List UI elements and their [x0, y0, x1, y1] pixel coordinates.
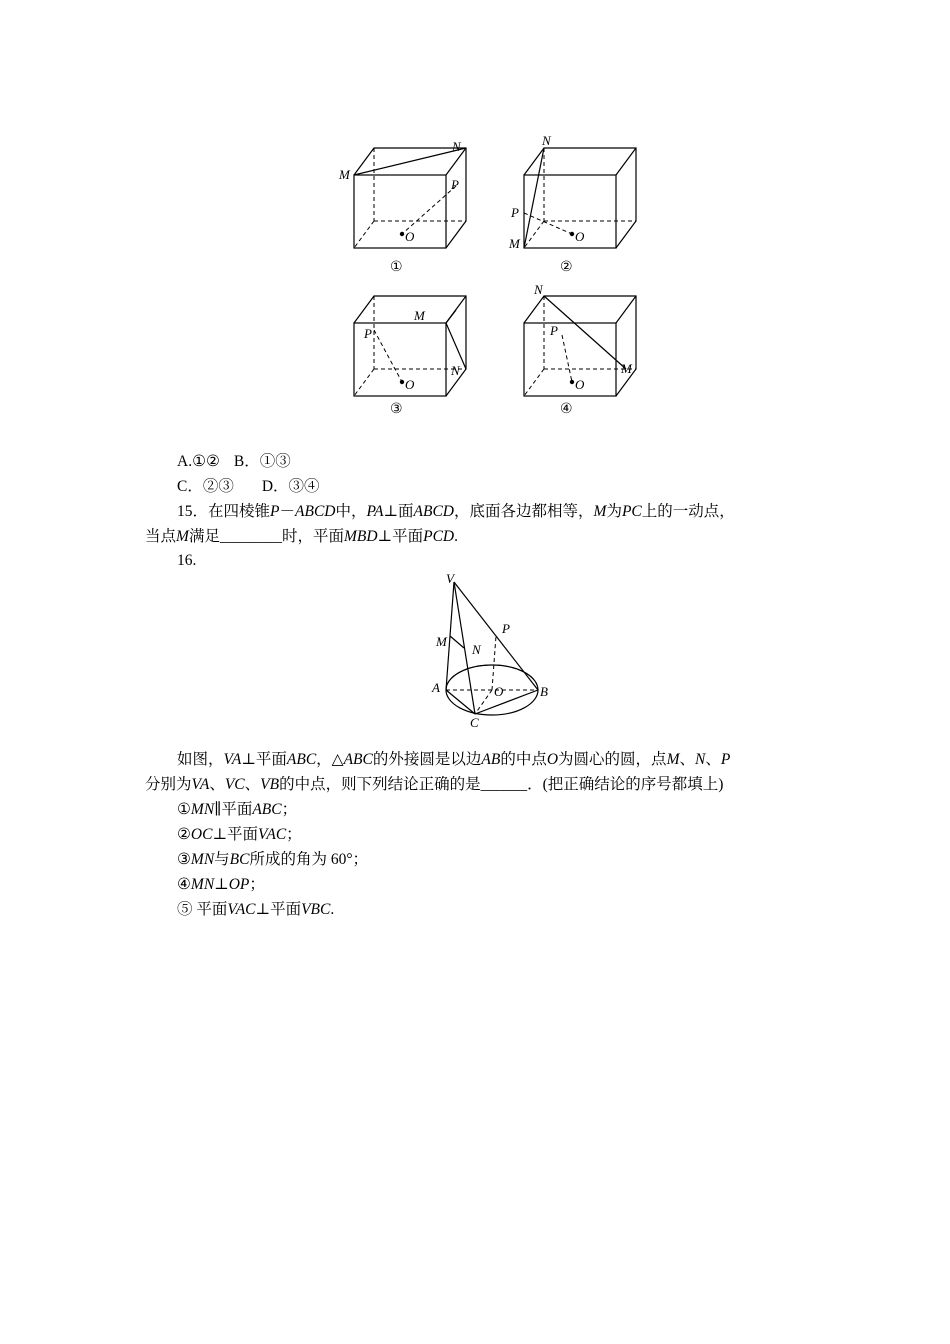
question-15-line-1 [177, 502, 735, 522]
segment-po [524, 213, 572, 234]
cube-hidden-edge [354, 221, 374, 248]
figure-caption: ② [560, 259, 573, 275]
label-m: M [339, 167, 350, 182]
option-d: D．③④ [261, 478, 320, 495]
math-var: PC [621, 503, 642, 520]
math-var: ABCD [413, 503, 454, 520]
label-p: P [364, 326, 372, 341]
figure-cube-2 [490, 135, 640, 280]
math-var: OP [228, 876, 250, 893]
math-var: VBC [301, 901, 331, 918]
question-text: 为 [606, 503, 622, 520]
math-var: AB [481, 751, 501, 768]
option-a: A.①② [177, 453, 220, 470]
label-m: M [509, 236, 520, 251]
figure-caption: ① [390, 259, 403, 275]
question-text: 的中点，则下列结论正确的是______．(把正确结论的序号都填上) [279, 776, 724, 793]
point-o [400, 232, 404, 236]
question-text: 上的一动点， [641, 503, 735, 520]
statement-3 [177, 850, 368, 870]
question-text: ⊥平面 [377, 528, 424, 545]
statement-text: ② [177, 826, 191, 843]
label-v: V [446, 571, 454, 586]
question-16-line-1 [177, 750, 730, 770]
statement-text: ③ [177, 851, 191, 868]
question-text: 的外接圆是以边 [372, 751, 482, 768]
statement-text: ⊥平面 [212, 826, 259, 843]
question-text: ，△ [316, 751, 344, 768]
figure-caption: ③ [390, 401, 403, 417]
option-row-2 [177, 477, 320, 497]
option-b: B．①③ [233, 453, 291, 470]
statement-text: ⑤ 平面 [177, 901, 228, 918]
segment-vb [454, 582, 538, 690]
option-c: C．②③ [177, 478, 234, 495]
point-o [570, 232, 574, 236]
math-var: O [546, 751, 559, 768]
statement-text: ； [286, 826, 302, 843]
math-var: N [695, 751, 706, 768]
math-var: MBD [343, 528, 378, 545]
math-var: PA [366, 503, 384, 520]
statement-text: ； [281, 801, 298, 818]
figure-cube-1 [320, 135, 470, 280]
label-c: C [470, 715, 479, 730]
figure-cube-4 [490, 283, 640, 423]
label-o: O [494, 684, 504, 699]
question-text: 、 [705, 751, 721, 768]
label-o: O [575, 377, 585, 392]
math-var: VA [191, 776, 210, 793]
label-n: N [452, 139, 461, 154]
question-text: 、 [209, 776, 225, 793]
segment-po [374, 330, 402, 382]
label-m: M [436, 634, 447, 649]
segment-po [402, 186, 456, 234]
math-var: OC [190, 826, 213, 843]
question-16-number: 16. [177, 552, 197, 569]
statement-text: ④ [177, 876, 191, 893]
statement-1 [177, 800, 297, 820]
label-m: M [414, 308, 425, 323]
segment-po [562, 335, 572, 382]
question-text: 如图， [177, 751, 224, 768]
option-row-1 [177, 452, 291, 472]
figure-cone [420, 570, 560, 730]
cube-edge [616, 296, 636, 323]
question-text: 分别为 [145, 776, 192, 793]
label-b: B [540, 684, 548, 699]
statement-text: ① [177, 801, 191, 818]
statement-text: ； [249, 876, 265, 893]
math-var: VB [260, 776, 280, 793]
label-n: N [534, 282, 543, 297]
cube-front-face [354, 175, 446, 248]
question-text: ，底面各边都相等， [454, 503, 594, 520]
math-var: ABCD [295, 503, 336, 520]
question-text: ⊥面 [383, 503, 414, 520]
math-var: P [720, 751, 731, 768]
question-text: 、 [679, 751, 695, 768]
math-var: BC [229, 851, 250, 868]
point-o [400, 380, 404, 384]
math-var: M [176, 528, 189, 545]
math-var: MN [190, 851, 215, 868]
question-text: 中， [335, 503, 367, 520]
segment-bc [475, 690, 538, 714]
question-text: 的中点 [500, 751, 547, 768]
question-text: ⊥平面 [241, 751, 287, 768]
label-m: M [621, 361, 632, 376]
label-o: O [575, 229, 585, 244]
question-text: 为圆心的圆，点 [558, 751, 667, 768]
segment-mn [450, 636, 464, 648]
question-text: 、 [244, 776, 261, 793]
math-var: VAC [227, 901, 256, 918]
label-o: O [405, 229, 415, 244]
statement-text: 与 [214, 851, 230, 868]
statement-2 [177, 825, 302, 845]
label-p: P [502, 621, 510, 636]
math-var: M [666, 751, 680, 768]
label-n: N [451, 363, 460, 378]
math-var: P [270, 503, 280, 520]
statement-text: ⊥ [214, 876, 229, 893]
statement-5 [177, 900, 334, 920]
label-a: A [432, 680, 440, 695]
segment-mn [446, 310, 456, 323]
segment-op [492, 636, 496, 690]
question-text: . [454, 528, 458, 545]
question-text: 在四棱锥 [208, 503, 271, 520]
label-n: N [542, 133, 551, 148]
cube-hidden-edge [524, 369, 544, 396]
label-p: P [451, 177, 459, 192]
math-var: MN [190, 876, 215, 893]
question-16-line-2 [145, 775, 723, 795]
statement-4 [177, 875, 265, 895]
label-p: P [550, 323, 558, 338]
math-var: MN [190, 801, 215, 818]
cube-front-face [524, 323, 616, 396]
label-p: P [511, 205, 519, 220]
statement-text: . [330, 901, 335, 918]
question-text: － [279, 503, 296, 520]
cube-hidden-edge [354, 369, 374, 396]
math-var: VC [224, 776, 245, 793]
question-number: 15． [177, 503, 209, 520]
math-var: VA [223, 751, 242, 768]
cube-front-face [524, 175, 616, 248]
statement-text: 所成的角为 60°； [249, 851, 369, 868]
math-var: ABC [343, 751, 373, 768]
segment-mn [524, 148, 544, 248]
figure-cube-3 [320, 283, 470, 423]
question-text: 满足________时，平面 [188, 528, 344, 545]
cube-edge [616, 148, 636, 175]
math-var: PCD [423, 528, 455, 545]
statement-text: ∥平面 [214, 801, 253, 818]
math-var: M [593, 503, 607, 520]
figure-caption: ④ [560, 401, 573, 417]
point-o [570, 380, 574, 384]
statement-text: ⊥平面 [255, 901, 302, 918]
segment-ac [446, 690, 475, 714]
label-n: N [472, 642, 481, 657]
question-text: 当点 [145, 528, 177, 545]
question-15-line-2 [145, 527, 458, 547]
label-o: O [405, 377, 415, 392]
math-var: ABC [252, 801, 282, 818]
math-var: ABC [286, 751, 317, 768]
math-var: VAC [258, 826, 287, 843]
